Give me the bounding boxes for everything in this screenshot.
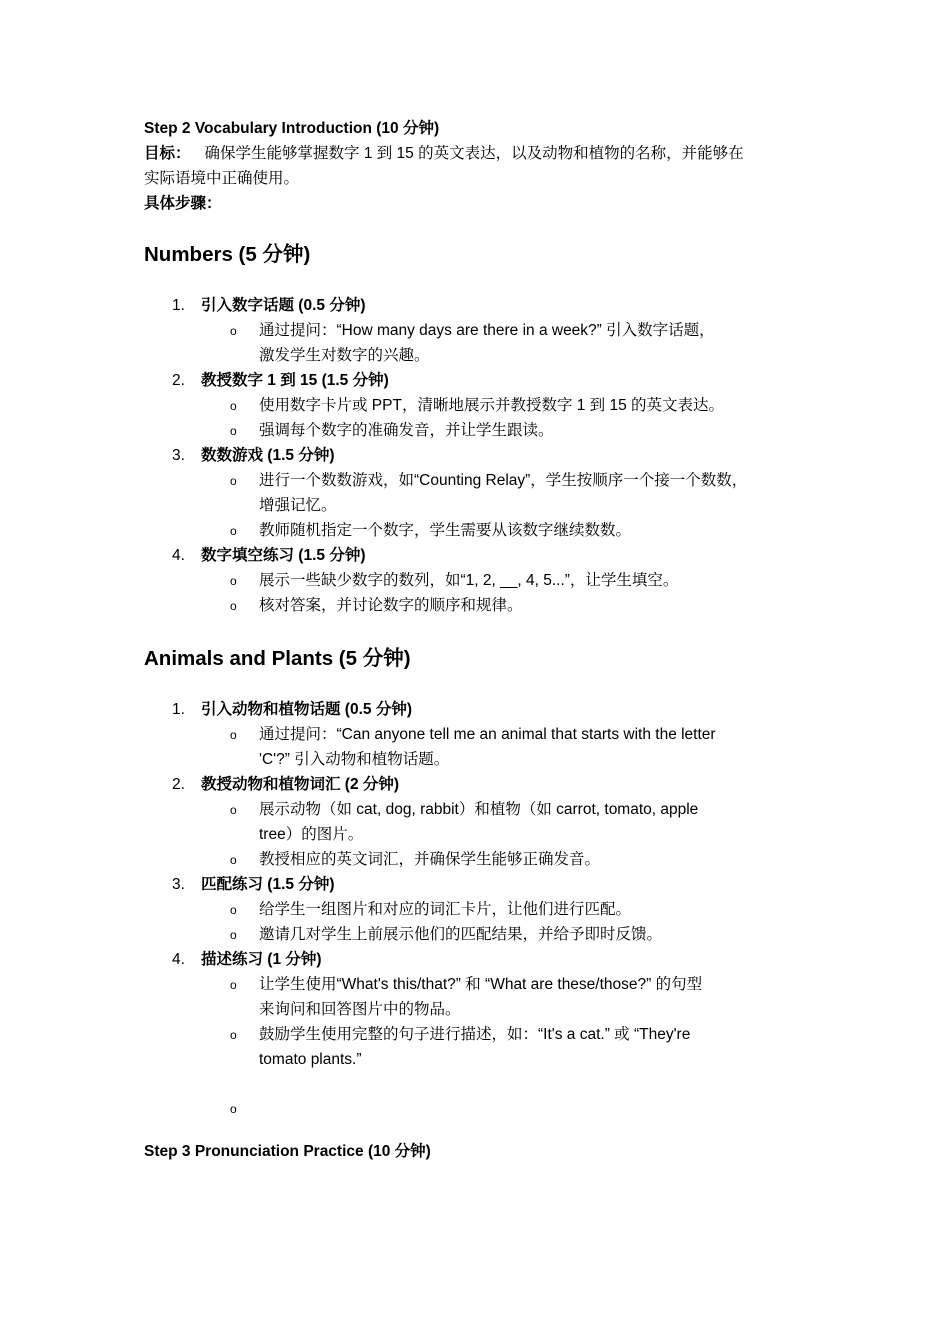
step3-title: Step 3 Pronunciation Practice (10 分钟) — [144, 1143, 431, 1160]
empty-sub-item — [201, 1096, 764, 1121]
sub-item: o 通过提问：“How many days are there in a week?” 引入数字话题， 激发学生对数字的兴趣。 — [201, 318, 764, 368]
goal-label: 目标： — [144, 145, 191, 162]
sub-item: o 使用数字卡片或 PPT，清晰地展示并教授数字 1 到 15 的英文表达。 — [201, 393, 764, 418]
sub-item: o 鼓励学生使用完整的句子进行描述，如：“It's a cat.” 或 “They're tomato plants.” — [201, 1022, 819, 1072]
list-item — [144, 947, 824, 1121]
item-title: 引入动物和植物话题 (0.5 分钟) — [201, 701, 412, 718]
sub-item: o 给学生一组图片和对应的词汇卡片，让他们进行匹配。 — [201, 897, 764, 922]
item-number: 2. — [172, 776, 185, 793]
list-item — [144, 872, 824, 947]
item-title: 描述练习 (1 分钟) — [201, 951, 322, 968]
sub-item: o 让学生使用“What's this/that?” 和 “What are these/those?” 的句型 来询问和回答图片中的物品。 — [201, 972, 819, 1022]
hollow-circle-bullet-icon: o — [230, 853, 237, 867]
item-number: 1. — [172, 297, 185, 314]
document-page — [144, 116, 824, 1164]
item-number: 4. — [172, 547, 185, 564]
hollow-circle-bullet-icon: o — [230, 803, 237, 817]
sub-item: o 展示一些缺少数字的数列，如“1, 2, __, 4, 5...”，让学生填空。 — [201, 568, 764, 593]
hollow-circle-bullet-icon: o — [230, 903, 237, 917]
sub-item: o 强调每个数字的准确发音，并让学生跟读。 — [201, 418, 764, 443]
list-item — [144, 543, 824, 618]
hollow-circle-bullet-icon: o — [230, 424, 237, 438]
item-number: 3. — [172, 447, 185, 464]
sub-item: o 进行一个数数游戏，如“Counting Relay”，学生按顺序一个接一个数数， 增强记忆。 — [201, 468, 819, 518]
hollow-circle-bullet-icon: o — [230, 928, 237, 942]
item-number: 4. — [172, 951, 185, 968]
hollow-circle-bullet-icon: o — [230, 1102, 237, 1116]
hollow-circle-bullet-icon: o — [230, 599, 237, 613]
hollow-circle-bullet-icon: o — [230, 524, 237, 538]
hollow-circle-bullet-icon: o — [230, 728, 237, 742]
item-title: 数数游戏 (1.5 分钟) — [201, 447, 335, 464]
item-number: 2. — [172, 372, 185, 389]
goal-text-2: 实际语境中正确使用。 — [144, 170, 300, 187]
numbers-heading: Numbers (5 分钟) — [144, 243, 311, 266]
list-item — [144, 772, 824, 872]
item-number: 1. — [172, 701, 185, 718]
hollow-circle-bullet-icon: o — [230, 474, 237, 488]
hollow-circle-bullet-icon: o — [230, 574, 237, 588]
list-item — [144, 368, 824, 443]
list-item — [144, 443, 824, 543]
goal-text-1: 确保学生能够掌握数字 1 到 15 的英文表达，以及动物和植物的名称，并能够在 — [204, 145, 744, 162]
item-title: 数字填空练习 (1.5 分钟) — [201, 547, 366, 564]
steps-label: 具体步骤： — [144, 195, 222, 212]
list-item — [144, 293, 824, 368]
animals-heading: Animals and Plants (5 分钟) — [144, 647, 411, 670]
list-item — [144, 697, 824, 772]
step2-title: Step 2 Vocabulary Introduction (10 分钟) — [144, 120, 440, 137]
hollow-circle-bullet-icon: o — [230, 1028, 237, 1042]
item-title: 引入数字话题 (0.5 分钟) — [201, 297, 366, 314]
item-title: 教授动物和植物词汇 (2 分钟) — [201, 776, 400, 793]
sub-item: o 核对答案，并讨论数字的顺序和规律。 — [201, 593, 764, 618]
hollow-circle-bullet-icon: o — [230, 324, 237, 338]
item-title: 匹配练习 (1.5 分钟) — [201, 876, 335, 893]
sub-item: o 教师随机指定一个数字，学生需要从该数字继续数数。 — [201, 518, 764, 543]
hollow-circle-bullet-icon: o — [230, 399, 237, 413]
numbers-list — [144, 293, 824, 618]
sub-item: o 邀请几对学生上前展示他们的匹配结果，并给予即时反馈。 — [201, 922, 764, 947]
item-number: 3. — [172, 876, 185, 893]
goal-line-1 — [144, 141, 824, 166]
sub-item: o 通过提问：“Can anyone tell me an animal that starts with the letter 'C'?” 引入动物和植物话题。 — [201, 722, 819, 772]
sub-item: o 教授相应的英文词汇，并确保学生能够正确发音。 — [201, 847, 764, 872]
sub-item: o 展示动物（如 cat, dog, rabbit）和植物（如 carrot, tomato, apple tree）的图片。 — [201, 797, 819, 847]
animals-list — [144, 697, 824, 1121]
item-title: 教授数字 1 到 15 (1.5 分钟) — [201, 372, 389, 389]
hollow-circle-bullet-icon: o — [230, 978, 237, 992]
